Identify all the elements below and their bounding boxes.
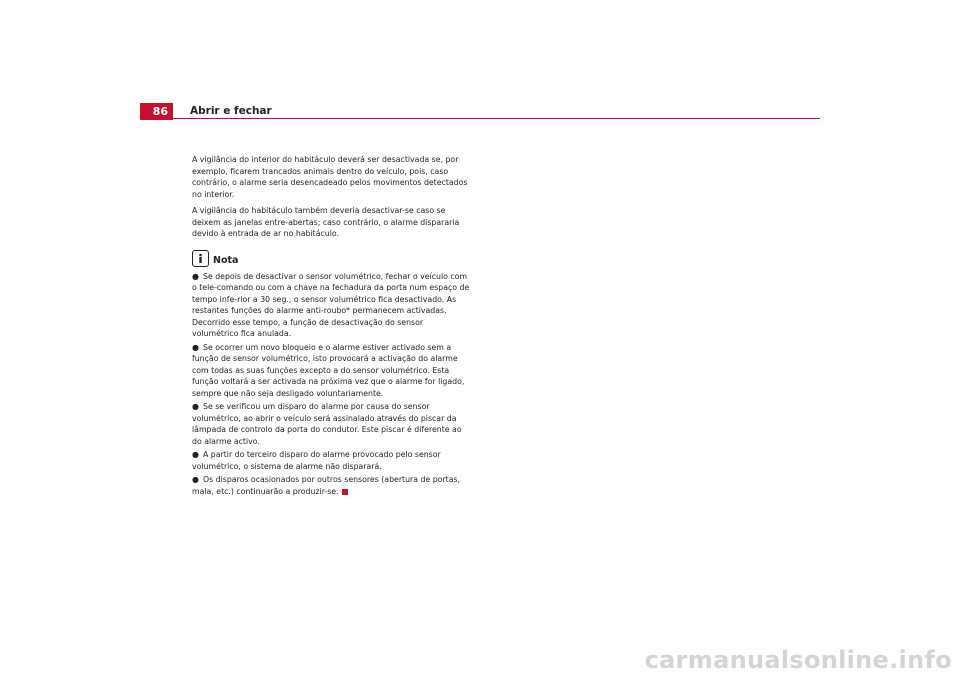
note-item: ● A partir do terceiro disparo do alarme provocado pelo sensor volumétrico, o sistema de alarme não disparará. [192,450,441,471]
body-column [192,154,470,499]
note-item: ● Se se verificou um disparo do alarme por causa do sensor volumétrico, ao abrir o veículo será assinalado através do piscar da lâmpada de controlo da porta do condutor. Este piscar é diferente ao do alarme activo. [192,402,462,446]
note-list [192,271,470,498]
note-label: Nota [213,254,239,266]
page-number: 86 [140,103,173,120]
bullet-icon: ● [192,450,199,459]
note-item: ● Se ocorrer um novo bloqueio e o alarme estiver activado sem a função de sensor volumétrico, isto provocará a activação do alarme com todas as suas funções excepto a do sensor volumétrico. Esta função voltará a ser activada na próxima vez que o alarme for ligado, sempre que não seja desligado voluntariamente. [192,342,465,398]
body-paragraph: A vigilância do interior do habitáculo deverá ser desactivada se, por exemplo, ficarem trancados animais dentro do veículo, pois, caso contrário, o alarme seria desencadeado pelos movimentos detectados no interior. [192,155,468,199]
end-of-section-icon [342,489,348,495]
note-heading [192,250,470,267]
body-paragraph: A vigilância do habitáculo também deveria desactivar-se caso se deixem as janelas entre-abertas; caso contrário, o alarme dispararia devido à entrada de ar no habitáculo. [192,206,460,238]
bullet-icon: ● [192,475,199,484]
bullet-icon: ● [192,271,199,281]
note-item: ● Os disparos ocasionados por outros sensores (abertura de portas, mala, etc.) continuarão a produzir-se. [192,475,461,496]
bullet-icon: ● [192,342,199,352]
chapter-title: Abrir e fechar [190,105,272,117]
note-item: ● Se depois de desactivar o sensor volumétrico, fechar o veículo com o tele-comando ou com a chave na fechadura da porta num espaço de tempo infe-rior a 30 seg., o sensor volumétrico fica desactivado. As restantes funções do alarme anti-roubo* permanecem activadas. Decorrido esse tempo, a função de desactivação do sensor volumétrico fica anulada. [192,271,470,338]
info-icon [192,250,209,267]
header-rule [173,118,820,119]
bullet-icon: ● [192,402,199,411]
watermark: carmanualsonline.info [644,646,952,674]
